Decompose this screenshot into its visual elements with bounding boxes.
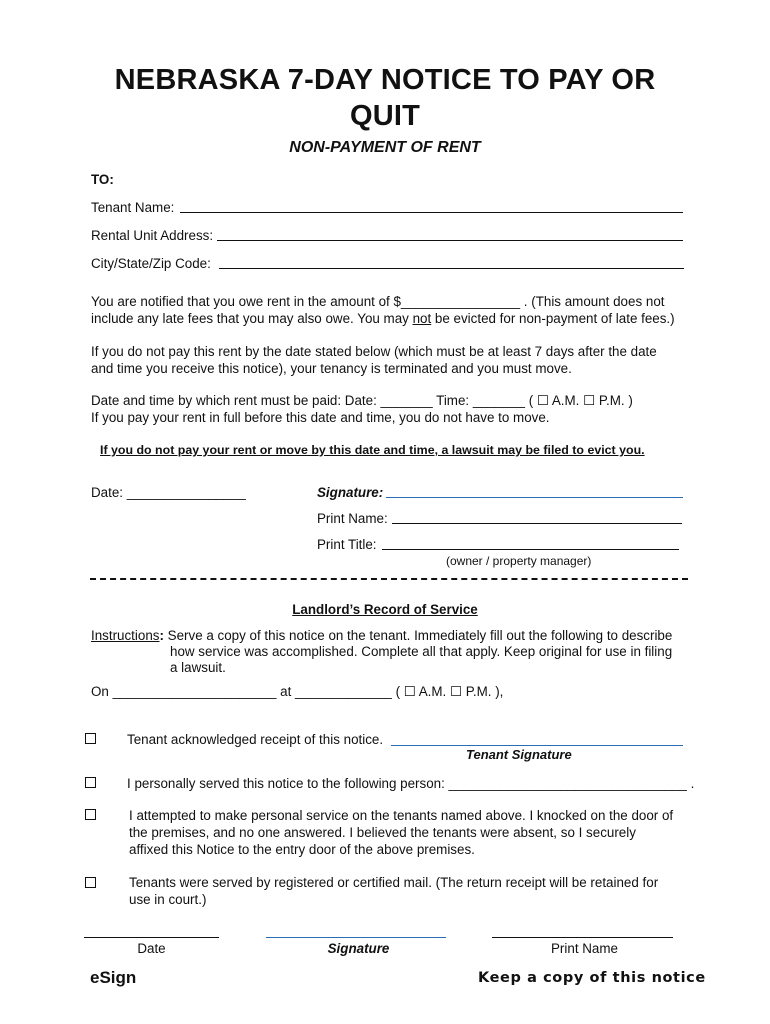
lawsuit-warning: If you do not pay your rent or move by this date and time, a lawsuit may be filed to evict you. bbox=[100, 443, 645, 457]
not-emphasis: not bbox=[412, 311, 432, 326]
footer-signature-label: Signature bbox=[327, 941, 390, 956]
print-title-label: Print Title: bbox=[317, 537, 377, 552]
document-subtitle: NON-PAYMENT OF RENT bbox=[289, 139, 481, 156]
option-posted-checkbox[interactable] bbox=[85, 809, 96, 820]
instructions-colon: : bbox=[159, 628, 168, 643]
instructions-line-3: a lawsuit. bbox=[170, 660, 226, 675]
option-mail-line-1: Tenants were served by registered or certified mail. (The return receipt will be retained for bbox=[129, 875, 659, 890]
deadline-line-2: and time you receive this notice), your tenancy is terminated and you must move. bbox=[91, 361, 572, 376]
to-label: TO: bbox=[91, 172, 114, 187]
payment-date-time-line: Date and time by which rent must be paid: Date: _______ Time: _______ ( ☐ A.M. ☐ P.M. ) bbox=[91, 393, 633, 408]
document-title bbox=[60, 62, 710, 134]
signature-label: Signature: bbox=[317, 485, 384, 500]
instructions-line-2: how service was accomplished. Complete all that apply. Keep original for use in filing bbox=[170, 644, 673, 659]
instructions-label: Instructions bbox=[91, 628, 160, 643]
notice-date-field[interactable]: Date: ________________ bbox=[91, 485, 246, 500]
option-personal-service-checkbox[interactable] bbox=[85, 777, 96, 788]
owner-manager-note: (owner / property manager) bbox=[446, 554, 592, 568]
rent-amount-line: You are notified that you owe rent in the amount of $________________ . (This amount does not bbox=[91, 294, 665, 309]
option-acknowledged-checkbox[interactable] bbox=[85, 733, 96, 744]
city-state-zip-label: City/State/Zip Code: bbox=[91, 256, 211, 271]
late-fees-text-b: be evicted for non-payment of late fees.) bbox=[431, 311, 675, 326]
print-name-field[interactable] bbox=[392, 523, 682, 524]
tenant-signature-label: Tenant Signature bbox=[466, 747, 572, 762]
footer-date-field[interactable] bbox=[84, 937, 219, 938]
pay-in-full-line: If you pay your rent in full before this date and time, you do not have to move. bbox=[91, 410, 550, 425]
section-divider bbox=[90, 578, 688, 580]
title-line-1: NEBRASKA 7-DAY NOTICE TO PAY OR bbox=[114, 64, 656, 96]
print-title-field[interactable] bbox=[382, 549, 679, 550]
city-state-zip-field[interactable] bbox=[219, 268, 684, 269]
tenant-name-field[interactable] bbox=[180, 212, 683, 213]
tenant-name-label: Tenant Name: bbox=[91, 200, 175, 215]
option-posted-line-2: the premises, and no one answered. I believed the tenants were absent, so I securely bbox=[129, 825, 636, 840]
title-line-2: QUIT bbox=[349, 100, 421, 132]
rental-address-label: Rental Unit Address: bbox=[91, 228, 214, 243]
option-mail-line-2: use in court.) bbox=[129, 892, 207, 907]
footer-print-name-field[interactable] bbox=[492, 937, 673, 938]
keep-copy-note: Keep a copy of this notice bbox=[478, 970, 706, 986]
print-name-label: Print Name: bbox=[317, 511, 388, 526]
footer-print-name-label: Print Name bbox=[551, 941, 618, 956]
option-mail-checkbox[interactable] bbox=[85, 877, 96, 888]
option-personal-service-text: I personally served this notice to the following person: ________________________________ . bbox=[127, 776, 695, 791]
landlord-signature-field[interactable] bbox=[386, 497, 683, 498]
record-of-service-heading: Landlord’s Record of Service bbox=[292, 602, 478, 617]
rental-address-field[interactable] bbox=[217, 240, 683, 241]
footer-signature-field[interactable] bbox=[266, 937, 446, 938]
service-date-time-line: On ______________________ at _____________ ( ☐ A.M. ☐ P.M. ), bbox=[91, 684, 504, 699]
footer-date-label: Date bbox=[137, 941, 166, 956]
option-posted-line-3: affixed this Notice to the entry door of the above premises. bbox=[129, 842, 475, 857]
option-posted-line-1: I attempted to make personal service on the tenants named above. I knocked on the door of bbox=[129, 808, 674, 823]
late-fees-line bbox=[91, 310, 675, 327]
instructions-text-1: Serve a copy of this notice on the tenant. Immediately fill out the following to describe bbox=[167, 628, 673, 643]
late-fees-text-a: include any late fees that you may also owe. You may bbox=[91, 311, 413, 326]
instructions-line-1 bbox=[91, 627, 672, 644]
esign-logo: eSign bbox=[90, 968, 137, 987]
option-acknowledged-text: Tenant acknowledged receipt of this notice. bbox=[127, 732, 384, 747]
deadline-line-1: If you do not pay this rent by the date stated below (which must be at least 7 days after the date bbox=[91, 344, 657, 359]
